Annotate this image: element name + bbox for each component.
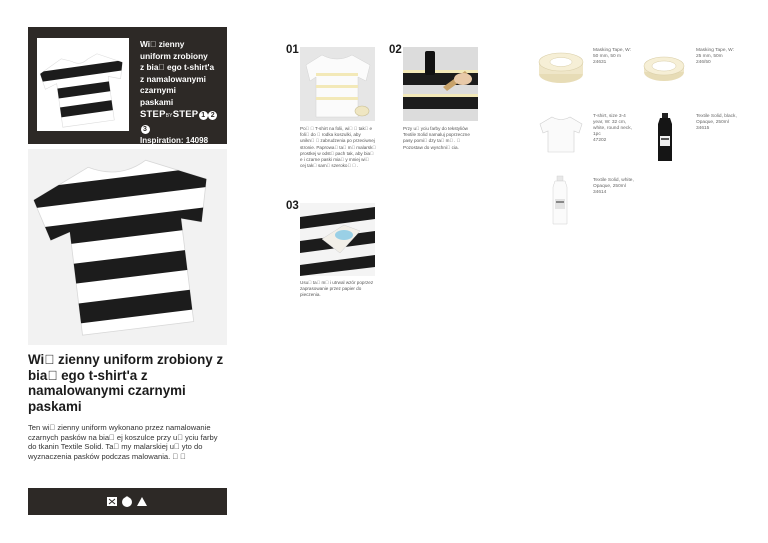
header-title-line: z namalowanymi bbox=[140, 73, 206, 84]
step-number: 03 bbox=[286, 200, 299, 212]
label-line: white, round neck, bbox=[593, 126, 632, 132]
textile-solid-white-label bbox=[593, 178, 653, 196]
header-title-line: czarnymi bbox=[140, 85, 176, 95]
step-by-step-logo bbox=[140, 109, 224, 134]
label-line: T-shirt, size 3-4 bbox=[593, 114, 626, 119]
masking-tape-25mm-label bbox=[696, 48, 754, 66]
header-box bbox=[28, 27, 227, 144]
logo-by: BY bbox=[165, 113, 173, 119]
label-line: 25 mm, 50m bbox=[696, 54, 723, 60]
label-line: 34614 bbox=[593, 190, 607, 196]
label-line: year, W: 32 cm, bbox=[593, 120, 627, 126]
logo-num-3: 3 bbox=[141, 125, 150, 134]
step-2-photo bbox=[403, 47, 478, 121]
project-description: Ten wi  zienny uniform wykonano przez namalowanie czarnych pasków na bia  ej koszulce przy u  yciu farby do tkanin Textile Solid. Ta  my malarskiej u  yto do wyznaczenia pasków podczas malowania.     bbox=[28, 423, 218, 461]
label-line: 24631 bbox=[593, 60, 607, 66]
label-line: 34615 bbox=[696, 126, 710, 132]
step-3-photo bbox=[300, 203, 375, 276]
logo-step: STEP bbox=[140, 109, 166, 120]
label-line: 50 mm, 50 m bbox=[593, 54, 621, 60]
main-photo bbox=[28, 149, 227, 345]
step-1-photo bbox=[300, 47, 375, 121]
header-title-line: paskami bbox=[140, 96, 174, 107]
step-3-text: Usu  ta  m  i utrwal wzór poprzez zaprasowanie przez papier do pieczenia. bbox=[300, 280, 374, 298]
textile-solid-black-image bbox=[655, 112, 675, 162]
label-line: Masking Tape, W: bbox=[593, 48, 631, 53]
header-title-line: Wi  zienny bbox=[140, 39, 185, 49]
logo-num-1: 1 bbox=[199, 111, 208, 120]
header-photo bbox=[37, 38, 129, 131]
triangle-icon bbox=[136, 496, 148, 507]
header-title-line: uniform zrobiony bbox=[140, 50, 208, 61]
label-line: 246/50 bbox=[696, 60, 711, 66]
masking-tape-50mm-image bbox=[536, 48, 586, 88]
label-line: Opaque, 250ml bbox=[696, 120, 729, 126]
step-1-text: Po    T-shirt na folii, wi    tak  e foli  do   rodka koszulki, aby unikn    zabrudzenia po przeciwnej stronie. Paprowa  ta  m  malarsk  prostkej w odst  pach tak, aby bia  e i czarne paski mia  y mniej wi  cej tak  sam  szeroko    . bbox=[300, 126, 376, 169]
label-line: 47202 bbox=[593, 138, 607, 144]
textile-solid-black-label bbox=[696, 114, 756, 132]
project-title: Wi  zienny uniform zrobiony z bia  ego t-shirt'a z namalowanymi czarnymi paskami bbox=[28, 352, 224, 414]
label-line: Opaque, 250ml bbox=[593, 184, 626, 190]
footer-bar bbox=[28, 488, 227, 515]
step-2-text: Przy u  yciu farby do tekstyliów Textile Solid namaluj poprzeczne pasy pomi  dzy ta  m  .   Pozostaw do wyschni  cia. bbox=[403, 126, 470, 150]
label-line: 1pc bbox=[593, 132, 601, 138]
step-number: 01 bbox=[286, 44, 299, 56]
label-line: Masking Tape, W: bbox=[696, 48, 734, 53]
header-text bbox=[140, 39, 224, 147]
t-shirt-image bbox=[537, 114, 585, 154]
header-title-line: z bia  ego t-shirt'a bbox=[140, 62, 215, 72]
palette-icon bbox=[121, 496, 133, 507]
scissors-icon bbox=[106, 496, 118, 507]
masking-tape-25mm-image bbox=[641, 50, 687, 86]
logo-step2: STEP bbox=[172, 109, 199, 120]
step-number: 02 bbox=[389, 44, 402, 56]
t-shirt-label bbox=[593, 114, 651, 144]
textile-solid-white-image bbox=[550, 175, 570, 225]
label-line: Textile Solid, white, bbox=[593, 178, 634, 183]
label-line: Textile Solid, black, bbox=[696, 114, 737, 119]
inspiration-number: Inspiration: 14098 bbox=[140, 136, 209, 145]
logo-num-2: 2 bbox=[208, 111, 217, 120]
